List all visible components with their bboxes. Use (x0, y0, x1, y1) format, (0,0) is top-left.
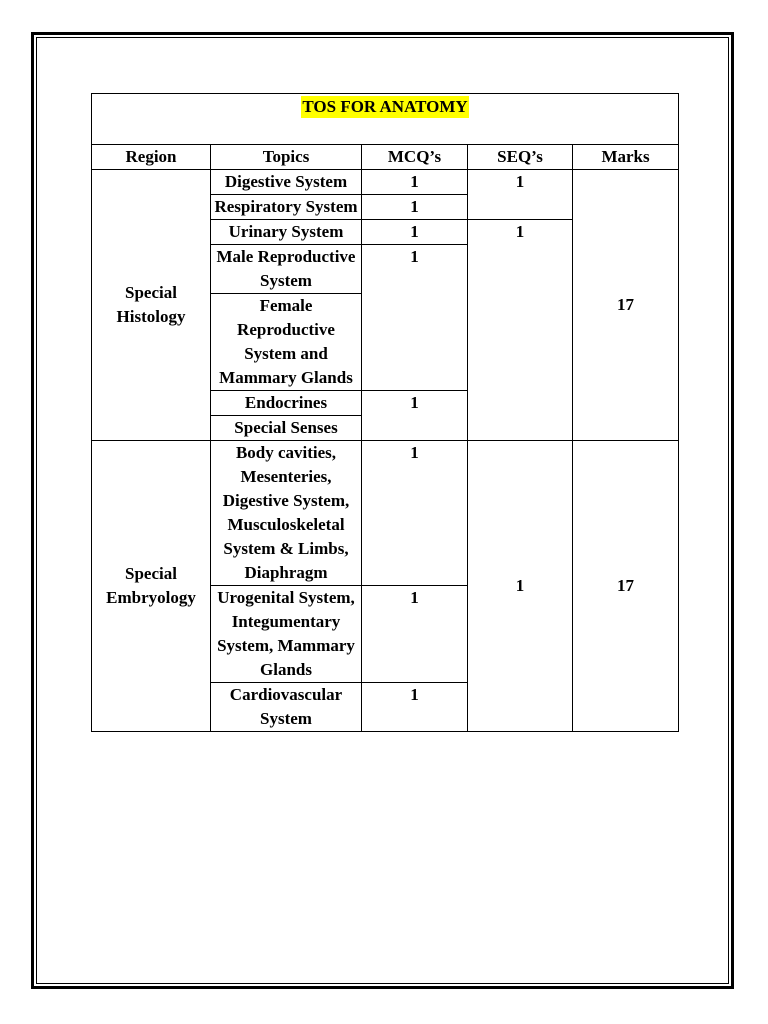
header-mcq: MCQ’s (362, 145, 468, 170)
seq-cell-embryology: 1 (468, 441, 573, 732)
mcq-cell: 1 (362, 245, 468, 391)
region-cell-histology: Special Histology (92, 170, 211, 441)
topic-cell: Digestive System (211, 170, 362, 195)
topic-cell: Special Senses (211, 416, 362, 441)
table-row (92, 441, 679, 586)
table-row (92, 170, 679, 195)
tos-table (91, 93, 679, 732)
topic-cell: Body cavities, Mesenteries, Digestive System, Musculoskeletal System & Limbs, Diaphragm (211, 441, 362, 586)
mcq-cell: 1 (362, 195, 468, 220)
mcq-cell: 1 (362, 170, 468, 195)
mcq-cell: 1 (362, 441, 468, 586)
title-row (92, 94, 679, 145)
seq-cell: 1 (468, 220, 573, 441)
mcq-cell: 1 (362, 391, 468, 441)
marks-cell-embryology: 17 (573, 441, 679, 732)
header-row (92, 145, 679, 170)
table-title: TOS FOR ANATOMY (302, 97, 468, 116)
topic-cell: Endocrines (211, 391, 362, 416)
header-marks: Marks (573, 145, 679, 170)
mcq-cell: 1 (362, 683, 468, 732)
title-cell (92, 94, 679, 145)
topic-cell: Female Reproductive System and Mammary Glands (211, 294, 362, 391)
topic-cell: Urinary System (211, 220, 362, 245)
mcq-cell: 1 (362, 220, 468, 245)
region-cell-embryology: Special Embryology (92, 441, 211, 732)
topic-cell: Urogenital System, Integumentary System, Mammary Glands (211, 586, 362, 683)
topic-cell: Cardiovascular System (211, 683, 362, 732)
topic-cell: Respiratory System (211, 195, 362, 220)
mcq-cell: 1 (362, 586, 468, 683)
marks-cell-histology: 17 (573, 170, 679, 441)
header-seq: SEQ’s (468, 145, 573, 170)
header-region: Region (92, 145, 211, 170)
seq-cell: 1 (468, 170, 573, 220)
header-topics: Topics (211, 145, 362, 170)
topic-cell: Male Reproductive System (211, 245, 362, 294)
